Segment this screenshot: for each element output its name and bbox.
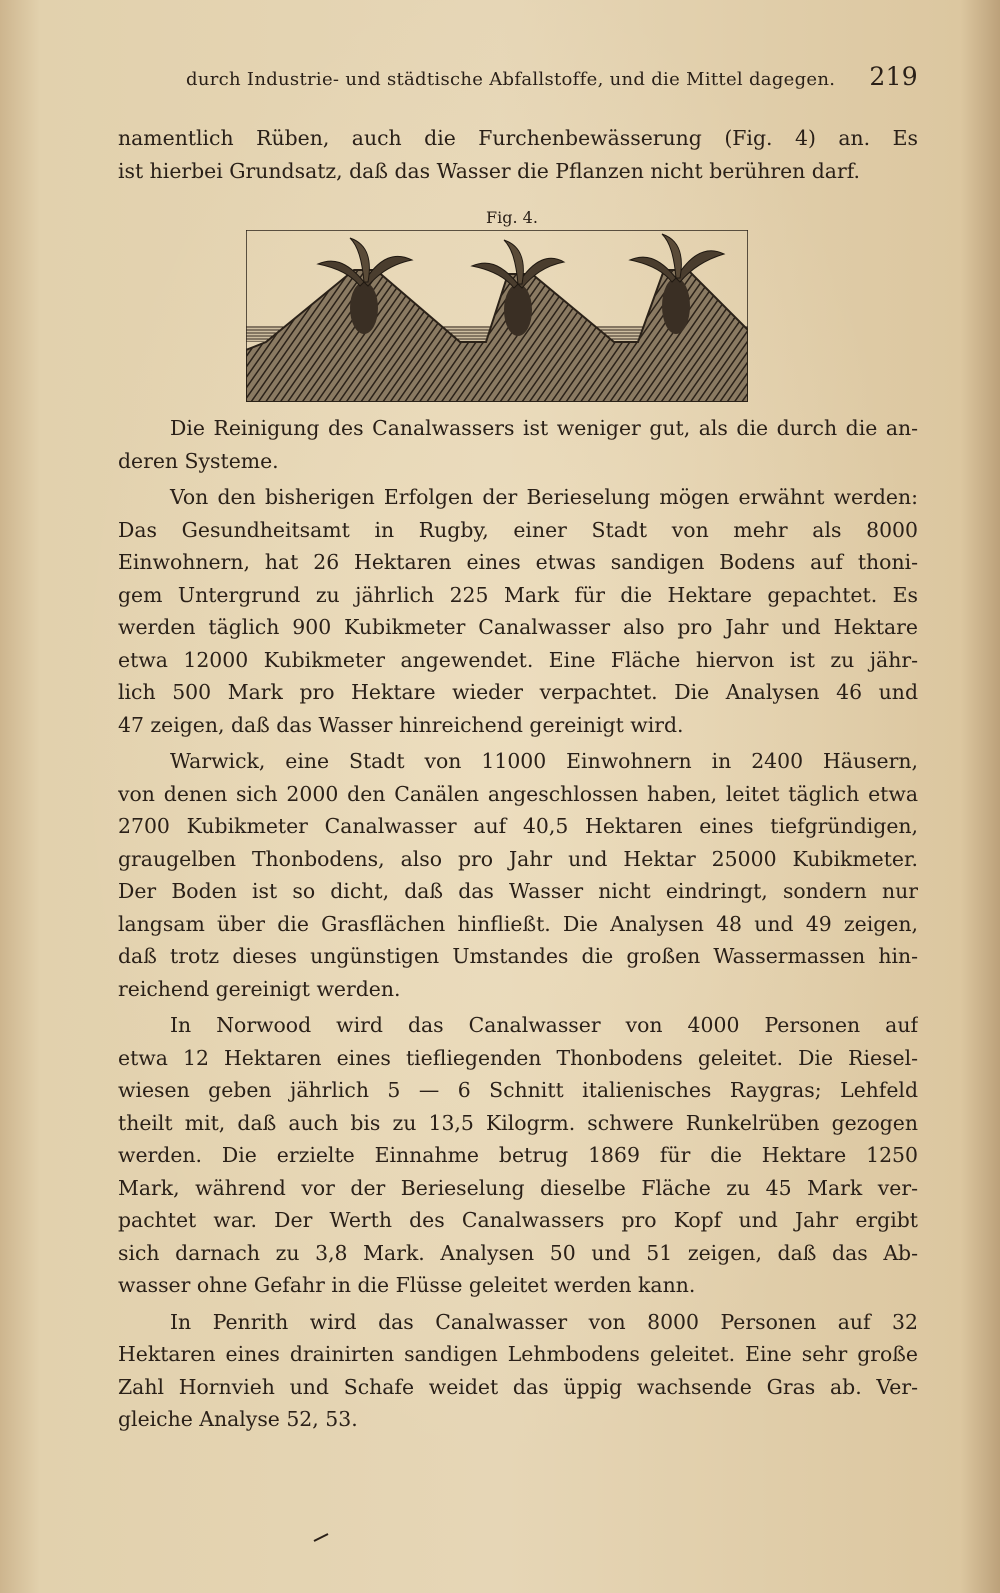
text-line: Die Reinigung des Canalwassers ist weniger gut, als die durch die an-	[170, 416, 918, 440]
body-text	[118, 412, 918, 1436]
text-line: 2700 Kubikmeter Canalwasser auf 40,5 Hektaren eines tiefgründigen,	[118, 814, 918, 838]
text-line: von denen sich 2000 den Canälen angeschlossen haben, leitet täglich etwa	[118, 781, 918, 806]
text-line: Hektaren eines drainirten sandigen Lehmbodens geleitet. Eine sehr große	[118, 1342, 918, 1366]
text-line: etwa 12000 Kubikmeter angewendet. Eine Fläche hiervon ist zu jähr-	[118, 647, 918, 672]
text-line: Zahl Hornvieh und Schafe weidet das üppig wachsende Gras ab. Ver-	[118, 1374, 918, 1399]
text-line: ist hierbei Grundsatz, daß das Wasser die Pflanzen nicht berühren darf.	[118, 158, 861, 183]
text-line: Warwick, eine Stadt von 11000 Einwohnern in 2400 Häusern,	[170, 749, 918, 773]
running-header	[186, 62, 918, 102]
text-line: werden. Die erzielte Einnahme betrug 1869 für die Hektare 1250	[118, 1143, 918, 1167]
text-line: Mark, während vor der Berieselung dieselbe Fläche zu 45 Mark ver-	[118, 1175, 918, 1200]
text-line: Einwohnern, hat 26 Hektaren eines etwas sandigen Bodens auf thoni-	[118, 550, 918, 574]
text-line: lich 500 Mark pro Hektare wieder verpachtet. Die Analysen 46 und	[118, 680, 918, 704]
text-line: Von den bisherigen Erfolgen der Berieselung mögen erwähnt werden:	[170, 485, 918, 509]
intro-text	[118, 122, 918, 187]
text-line: daß trotz dieses ungünstigen Umstandes die großen Wassermassen hin-	[118, 944, 918, 968]
text-line: Der Boden ist so dicht, daß das Wasser nicht eindringt, sondern nur	[118, 879, 918, 903]
paragraph	[118, 1306, 918, 1436]
text-line: reichend gereinigt werden.	[118, 976, 401, 1001]
text-line: werden täglich 900 Kubikmeter Canalwasser also pro Jahr und Hektare	[118, 615, 918, 639]
text-line: pachtet war. Der Werth des Canalwassers pro Kopf und Jahr ergibt	[118, 1208, 918, 1232]
text-line: In Norwood wird das Canalwasser von 4000 Personen auf	[170, 1013, 918, 1037]
text-line: deren Systeme.	[118, 448, 279, 473]
text-line: Das Gesundheitsamt in Rugby, einer Stadt von mehr als 8000	[118, 517, 918, 542]
text-line: wiesen geben jährlich 5 — 6 Schnitt italienisches Raygras; Lehfeld	[118, 1078, 918, 1102]
text-line: In Penrith wird das Canalwasser von 8000 Personen auf 32	[170, 1309, 918, 1334]
text-line: graugelben Thonbodens, also pro Jahr und Hektar 25000 Kubikmeter.	[118, 846, 918, 871]
page-number: 219	[869, 62, 918, 91]
text-line: namentlich Rüben, auch die Furchenbewässerung (Fig. 4) an. Es	[118, 126, 918, 150]
paragraph	[118, 745, 918, 1005]
text-line: gleiche Analyse 52, 53.	[118, 1407, 358, 1431]
text-line: theilt mit, daß auch bis zu 13,5 Kilogrm. schwere Runkelrüben gezogen	[118, 1110, 918, 1135]
paragraph	[118, 1009, 918, 1302]
text-line: etwa 12 Hektaren eines tiefliegenden Thonbodens geleitet. Die Riesel-	[118, 1045, 918, 1070]
figure-furrow-irrigation	[246, 230, 748, 402]
text-line: gem Untergrund zu jährlich 225 Mark für die Hektare gepachtet. Es	[118, 582, 918, 607]
figure-caption: Fig. 4.	[486, 208, 538, 227]
text-line: langsam über die Grasflächen hinfließt. Die Analysen 48 und 49 zeigen,	[118, 911, 918, 936]
text-line: 47 zeigen, daß das Wasser hinreichend gereinigt wird.	[118, 712, 684, 737]
text-line: wasser ohne Gefahr in die Flüsse geleitet werden kann.	[118, 1273, 696, 1297]
running-title: durch Industrie- und städtische Abfallstoffe, und die Mittel dagegen.	[186, 69, 836, 90]
paragraph	[118, 412, 918, 477]
pencil-mark-icon	[312, 1532, 330, 1542]
paragraph	[118, 481, 918, 741]
text-line: sich darnach zu 3,8 Mark. Analysen 50 und 51 zeigen, daß das Ab-	[118, 1240, 918, 1265]
furrow-irrigation-beets-illustration	[246, 230, 748, 402]
